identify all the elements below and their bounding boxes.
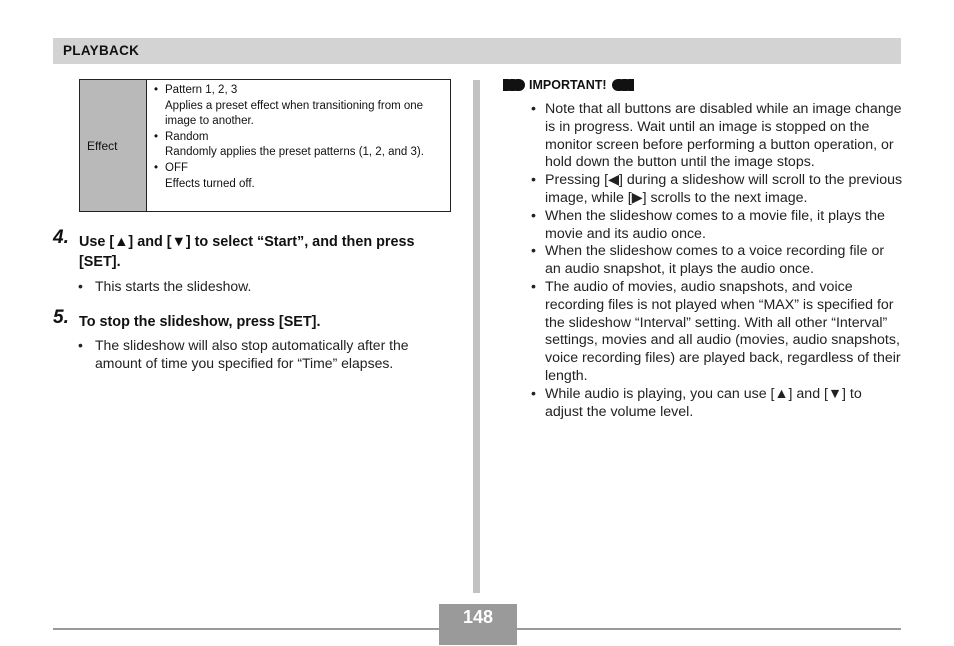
column-divider xyxy=(473,80,480,593)
effect-option-name: Random xyxy=(165,130,209,143)
bullet: • xyxy=(531,243,536,260)
effect-option-name: OFF xyxy=(165,161,188,174)
step-number: 5. xyxy=(53,307,69,328)
step-4 xyxy=(53,227,433,272)
list-item xyxy=(78,277,448,295)
important-text: The audio of movies, audio snapshots, and voice recording files is not played when “MAX” is specified for the slideshow “Interval” setting. With all other “Interval” settings, movies and all audio (movies, audio snapshots, voice recording files) are played back, regardless of their length. xyxy=(545,278,901,384)
effect-label: Effect xyxy=(87,138,118,153)
step-instruction: Use [▲] and [▼] to select “Start”, and then press [SET]. xyxy=(79,234,415,270)
important-right-icon xyxy=(612,79,634,91)
step-number: 4. xyxy=(53,227,69,248)
page-number: 148 xyxy=(439,604,517,630)
bullet: • xyxy=(154,161,159,174)
effect-label-cell xyxy=(80,80,147,211)
list-item xyxy=(78,336,448,372)
bullet: • xyxy=(531,278,536,295)
step-5-notes xyxy=(78,336,448,372)
effect-option-desc: Applies a preset effect when transitioning from one image to another. xyxy=(165,99,424,128)
effect-option-desc: Effects turned off. xyxy=(165,177,255,190)
step-4-notes xyxy=(78,277,448,295)
bullet: • xyxy=(531,385,536,402)
effect-option xyxy=(154,161,444,192)
note-text: The slideshow will also stop automatically after the amount of time you specified for “Time” elapses. xyxy=(95,337,409,371)
list-item xyxy=(531,279,903,386)
bullet: • xyxy=(154,84,159,96)
important-heading xyxy=(503,78,634,92)
note-text: This starts the slideshow. xyxy=(95,278,252,294)
important-left-icon xyxy=(503,79,525,91)
important-text: When the slideshow comes to a movie file, it plays the movie and its audio once. xyxy=(545,207,885,242)
list-item xyxy=(531,172,903,208)
list-item xyxy=(531,386,903,422)
section-title: PLAYBACK xyxy=(63,43,140,58)
effect-options-cell xyxy=(147,80,450,211)
bullet: • xyxy=(78,337,83,353)
list-item xyxy=(531,208,903,244)
bullet: • xyxy=(531,172,536,189)
effect-settings-table xyxy=(79,79,451,212)
effect-option xyxy=(154,130,444,161)
important-text: While audio is playing, you can use [▲] and [▼] to adjust the volume level. xyxy=(545,385,862,420)
bullet: • xyxy=(78,278,83,294)
bullet: • xyxy=(531,101,536,117)
list-item xyxy=(531,101,903,172)
effect-option-desc: Randomly applies the preset patterns (1, 2, and 3). xyxy=(165,146,424,159)
step-5 xyxy=(53,307,433,332)
step-instruction: To stop the slideshow, press [SET]. xyxy=(79,314,321,330)
important-list xyxy=(531,101,903,421)
bullet: • xyxy=(154,130,159,143)
important-text: Note that all buttons are disabled while an image change is in progress. Wait until an image is stopped on the monitor screen before performing a button operation, or hold down the button until the image stops. xyxy=(545,101,902,171)
page-number-tab xyxy=(439,630,517,645)
important-text: Pressing [◀] during a slideshow will scroll to the previous image, while [▶] scrolls to the next image. xyxy=(545,172,903,206)
bullet: • xyxy=(531,207,536,224)
effect-option-name: Pattern 1, 2, 3 xyxy=(165,84,238,96)
effect-option xyxy=(154,83,444,130)
list-item xyxy=(531,243,903,279)
important-title: IMPORTANT! xyxy=(529,78,607,92)
section-header-bar xyxy=(53,38,901,64)
important-text: When the slideshow comes to a voice recording file or an audio snapshot, it plays the audio once. xyxy=(545,243,885,278)
